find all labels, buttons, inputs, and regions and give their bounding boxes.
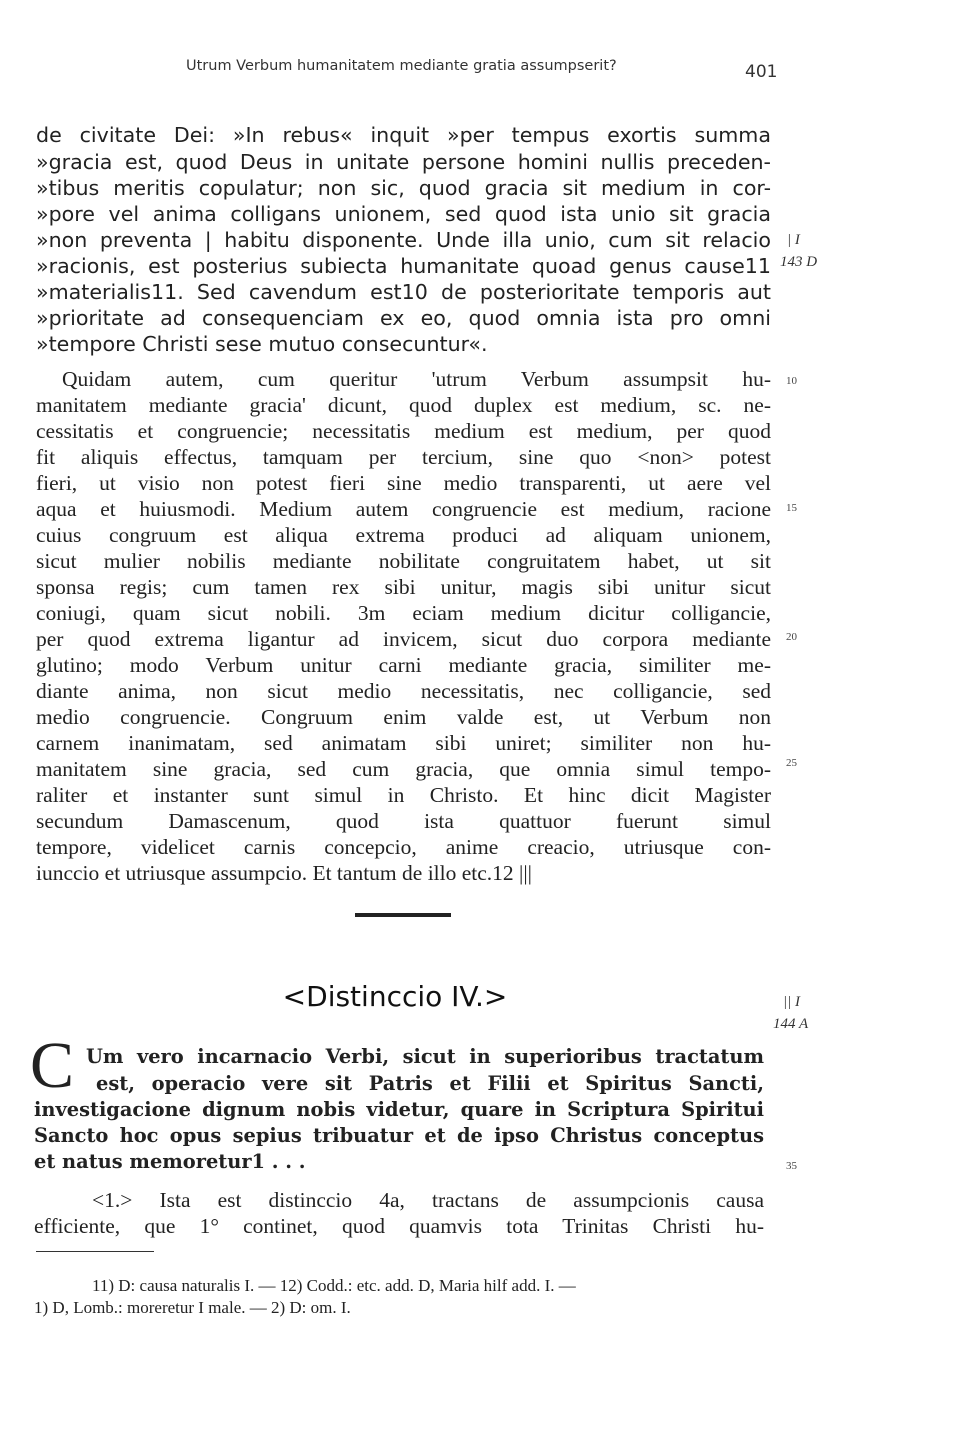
text-line: glutino; modo Verbum unitur carni mediante gracia, similiter me- xyxy=(36,653,771,677)
text-line: sicut mulier nobilis mediante nobilitate congruitatem habet, ut sit xyxy=(36,549,771,573)
text-line: fit aliquis effectus, tamquam per tercium, sine quo <non> potest xyxy=(36,445,771,469)
text-line: manitatem mediante gracia' dicunt, quod duplex est medium, sc. ne- xyxy=(36,393,771,417)
text-line: Quidam autem, cum queritur 'utrum Verbum assumpsit hu- xyxy=(62,367,771,391)
text-line: secundum Damascenum, quod ista quattuor fuerunt simul xyxy=(36,809,771,833)
drop-cap: C xyxy=(30,1029,75,1102)
page-number: 401 xyxy=(745,62,778,82)
line-number: 10 xyxy=(786,375,797,387)
text-line: »prioritate ad consequenciam ex eo, quod omnia ista pro omni xyxy=(36,306,771,330)
text-line: carnem inanimatam, sed animatam sibi uniret; similiter non hu- xyxy=(36,731,771,755)
text-line: de civitate Dei: »In rebus« inquit »per tempus exortis summa xyxy=(36,123,771,147)
margin-note: 143 D xyxy=(780,254,818,270)
text-line: medio congruencie. Congruum enim valde est, ut Verbum non xyxy=(36,705,771,729)
footnote: 11) D: causa naturalis I. — 12) Codd.: etc. add. D, Maria hilf add. I. — xyxy=(92,1276,576,1295)
summary-line: Um vero incarnacio Verbi, sicut in superioribus tractatum xyxy=(86,1045,764,1068)
running-title: Utrum Verbum humanitatem mediante gratia assumpserit? xyxy=(186,58,617,74)
text-line: coniugi, quam sicut nobili. 3m eciam medium dicitur colligancie, xyxy=(36,601,771,625)
margin-note: | I xyxy=(787,232,800,248)
text-line: manitatem sine gracia, sed cum gracia, que omnia simul tempo- xyxy=(36,757,771,781)
text-line: »materialis11. Sed cavendum est10 de posterioritate temporis aut xyxy=(36,280,771,304)
summary-line: est, operacio vere sit Patris et Filii et Spiritus Sancti, xyxy=(96,1072,764,1095)
section-heading: <Distinccio IV.> xyxy=(282,980,508,1013)
text-line: aqua et huiusmodi. Medium autem congruencie est medium, racione xyxy=(36,497,771,521)
summary-line: Sancto hoc opus sepius tribuatur et de ipso Christus conceptus xyxy=(34,1124,764,1147)
text-line: efficiente, que 1° continet, quod quamvis tota Trinitas Christi hu- xyxy=(34,1214,764,1238)
text-line: per quod extrema ligantur ad invicem, sicut duo corpora mediante xyxy=(36,627,771,651)
line-number: 20 xyxy=(786,631,797,643)
text-line: »racionis, est posterius subiecta humanitate quoad genus cause11 xyxy=(36,254,771,278)
line-number: 25 xyxy=(786,757,797,769)
line-number: 35 xyxy=(786,1160,797,1172)
text-line: »gracia est, quod Deus in unitate persone homini nullis preceden- xyxy=(36,150,771,174)
text-line: tempore, videlicet carnis concepcio, anime creacio, utriusque con- xyxy=(36,835,771,859)
text-line: raliter et instanter sunt simul in Christo. Et hinc dicit Magister xyxy=(36,783,771,807)
line-number: 15 xyxy=(786,502,797,514)
margin-note: || I xyxy=(783,994,800,1010)
text-line: cessitatis et congruencie; necessitatis medium est medium, per quod xyxy=(36,419,771,443)
footnote: 1) D, Lomb.: moreretur I male. — 2) D: om. I. xyxy=(34,1298,351,1317)
margin-note: 144 A xyxy=(773,1016,809,1032)
footnote-rule xyxy=(36,1251,154,1252)
text-line: »non preventa | habitu disponente. Unde illa unio, cum sit relacio xyxy=(36,228,771,252)
summary-line: investigacione dignum nobis videtur, quare in Scriptura Spiritui xyxy=(34,1098,764,1121)
text-line: fieri, ut visio non potest fieri sine medio transparenti, ut aere vel xyxy=(36,471,771,495)
text-line: »tibus meritis copulatur; non sic, quod gracia sit medium in cor- xyxy=(36,176,771,200)
text-line: »pore vel anima colligans unionem, sed quod ista unio sit gracia xyxy=(36,202,771,226)
text-line: <1.> Ista est distinccio 4a, tractans de assumpcionis causa xyxy=(92,1188,764,1212)
text-line: iunccio et utriusque assumpcio. Et tantum de illo etc.12 ||| xyxy=(36,861,532,885)
text-line: cuius congruum est aliqua extrema produci ad aliquam unionem, xyxy=(36,523,771,547)
text-line: »tempore Christi sese mutuo consecuntur«. xyxy=(36,332,488,356)
text-line: sponsa regis; cum tamen rex sibi unitur, magis sibi unitur sicut xyxy=(36,575,771,599)
section-divider xyxy=(355,913,451,917)
summary-line: et natus memoretur1 . . . xyxy=(34,1150,306,1173)
text-line: diante anima, non sicut medio necessitatis, nec colligancie, sed xyxy=(36,679,771,703)
